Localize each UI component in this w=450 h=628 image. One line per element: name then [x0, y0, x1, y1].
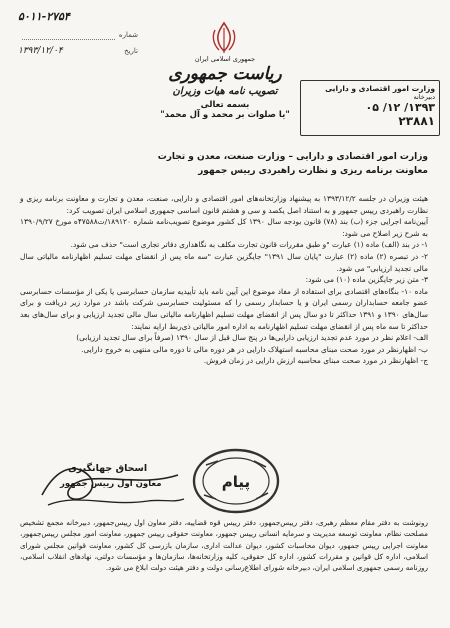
salawat-line: "یا صلوات بر محمد و آل محمد"	[160, 110, 290, 120]
body-paragraph: ج- اظهارنظر در مورد صحت مبنای محاسبه ارزش دارایی در زمان فروش.	[203, 356, 428, 366]
addressee-line: وزارت امور اقتصادی و دارایی – وزارت صنعت، معدن و تجارت	[157, 152, 428, 162]
body-paragraph: آیین‌نامه اجرایی جزء (ب) بند (۷۸) قانون بودجه سال ۱۳۹۰ کل کشور موضوع تصویب‌نامه شماره ۱۸۹۱۲۰/ت۴۷۵۸۸ه مورخ ۱۳۹۰/۹/۲۷ به شرح زیر اصلاح می شود:	[20, 217, 429, 238]
date-label: تاریخ	[124, 47, 138, 55]
body-paragraph: الف- اعلام نظر در مورد عدم تجدید ارزیابی دارایی‌ها در پنج سال قبل از سال ۱۳۹۰ (صرفاً برای سال تجدید ارزیابی)	[76, 333, 428, 343]
addressee	[8, 150, 428, 178]
office-title: ریاست جمهوری	[168, 64, 282, 84]
decree-body	[20, 193, 428, 367]
stamp-date: ۱۳۹۳/ ۱۲/ ۰۵	[365, 101, 435, 114]
basmala: بسمه تعالی	[200, 100, 250, 110]
payam-seal-icon	[190, 445, 282, 517]
date-line	[18, 44, 138, 58]
body-paragraph: ماده ۱۰- بنگاه‌های اقتصادی برای استفاده از مفاد موضوع این آیین نامه باید تأییدیه سازمان حسابرسی یا یکی از مؤسسات حسابرسی عضو جامعه حسابداران رسمی ایران و یا حسابدار رسمی را که مسئولیت حسابرسی شرکت باشد در موارد زیر دریافت و برای سال‌های ۱۳۹۰ و ۱۳۹۱ حداکثر تا دو سال پس از انقضای مهلت تسلیم اظهارنامه مالیاتی سال مالی تجدید ارزیابی و برای سال‌های بعد حداکثر تا سه ماه پس از انقضای مهلت تسلیم اظهارنامه به اداره امور مالیاتی ذی‌ربط ارایه نمایند:	[20, 286, 428, 331]
registry-stamp	[300, 80, 440, 136]
distribution-list: رونوشت به دفتر مقام معظم رهبری، دفتر رییس‌جمهور، دفتر رییس قوه قضاییه، دفتر معاون اول رییس‌جمهور، دبیرخانه مجمع تشخیص مصلحت نظام، معاونت توسعه مدیریت و سرمایه انسانی رییس جمهور، معاونت حقوقی رییس جمهور، معاونت امور مجلس رییس‌جمهور، معاونت اجرایی رییس جمهور، دیوان محاسبات کشور، دیوان عدالت اداری، سازمان بازرسی کل کشور، معاونت قوانین مجلس شورای اسلامی، اداره کل قوانین و مقررات کشور، اداره کل حقوقی، کلیه وزارتخانه‌ها، سازمان‌ها و مؤسسات دولتی، نهادهای انقلاب اسلامی، روزنامه رسمی جمهوری اسلامی ایران، دبیرخانه شورای اطلاع‌رسانی دولت و دفتر هیئت دولت ابلاغ می شود.	[20, 518, 428, 573]
ref-number: ۵۰۱۱-۲۷۵۴	[18, 10, 70, 23]
stamp-number: ۲۳۸۸۱	[398, 114, 435, 128]
letter-subtitle: تصویب نامه هیات وزیران	[172, 86, 278, 97]
stamp-title: وزارت امور اقتصادی و دارایی	[325, 84, 435, 93]
body-paragraph: ب- اظهارنظر در مورد صحت مبنای محاسبه استهلاک دارایی در هر دوره مالی تا دوره مالی منتهی به خروج دارایی.	[81, 344, 428, 354]
seal-label: پیام	[221, 473, 251, 491]
addressee-line: معاونت برنامه ریزی و نظارت راهبردی رییس جمهور	[198, 166, 428, 176]
body-paragraph: ۱- در بند (الف) ماده (۱) عبارت "و طبق مقررات قانون تجارت مکلف به نگاهداری دفاتر تجاری است" حذف می شود.	[70, 240, 428, 250]
date-value: ۱۳۹۳/۱۲/۰۴	[18, 46, 63, 56]
body-paragraph: ۲- در تبصره (۲) ماده (۲) عبارت "پایان سال ۱۳۹۱" جایگزین عبارت "سه ماه پس از انقضای مهلت تسلیم اظهارنامه مالیاتی سال مالی تجدید ارزیابی" می شود.	[20, 251, 428, 273]
body-paragraph: ۳- متن زیر جایگزین ماده (۱۰) می شود:	[305, 275, 428, 285]
stamp-date-row	[305, 101, 435, 114]
stamp-number-row	[305, 114, 435, 128]
reference-block	[18, 10, 138, 58]
iran-emblem-icon	[206, 20, 242, 56]
ref-label-line	[18, 28, 138, 42]
ref-number-line	[18, 10, 138, 24]
signer-title: معاون اول رییس جمهور	[60, 479, 162, 489]
signer-name: اسحاق جهانگیری	[68, 463, 148, 474]
signature-block	[38, 455, 188, 517]
country-name: جمهوری اسلامی ایران	[194, 55, 256, 63]
body-paragraph: هیئت وزیران در جلسه ۱۳۹۳/۱۲/۲ به پیشنهاد وزارتخانه‌های امور اقتصادی و دارایی، صنعت، معدن و تجارت و معاونت برنامه ریزی و نظارت راهبردی رییس جمهور و به استناد اصل یکصد و سی و هشتم قانون اساسی جمهوری اسلامی ایران تصویب کرد:	[20, 194, 428, 215]
stamp-sub: دبیرخانه	[413, 93, 435, 101]
ref-label: شماره	[118, 31, 138, 39]
letterhead	[150, 55, 300, 120]
